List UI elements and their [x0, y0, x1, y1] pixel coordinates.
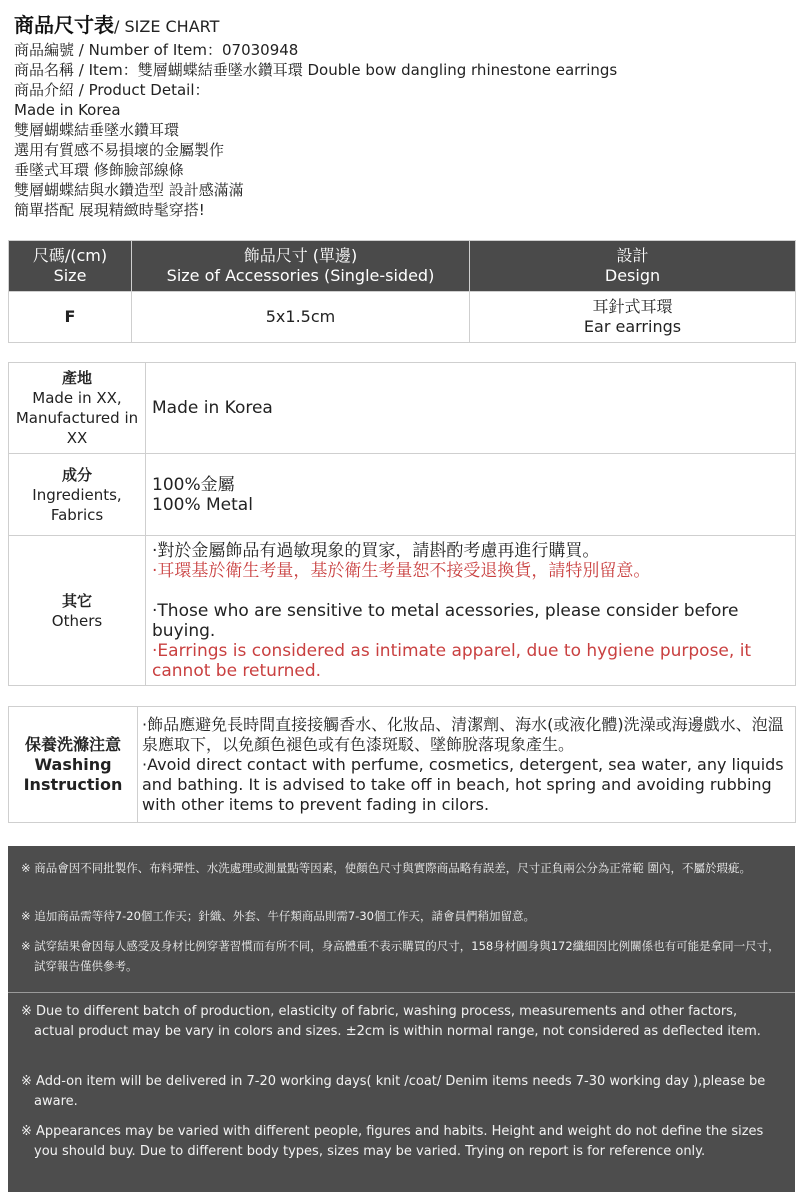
note-zh: ※ 商品會因不同批製作、布料彈性、水洗處理或測量點等因素，使顏色尺寸與實際商品略有誤差，尺寸正負兩公分為正常範 圍內，不屬於瑕疵。 [21, 861, 751, 875]
note-zh: ※ 追加商品需等待7-20個工作天；針織、外套、牛仔類商品則需7-30個工作天，請會員們稍加留意。 [21, 909, 535, 923]
label-zh: 其它 [61, 591, 92, 610]
allergy-note-zh: ·對於金屬飾品有過敏現象的買家，請斟酌考慮再進行購買。 [152, 540, 600, 561]
note-zh: ※ 試穿結果會因每人感受及身材比例穿著習慣而有所不同，身高體重不表示購買的尺寸，158身材圓身與172纖細因比例關係也有可能是拿同一尺寸，試穿報告僅供參考。 [21, 939, 780, 973]
washing-en: ·Avoid direct contact with perfume, cosmetics, detergent, sea water, any liquids and bathing. It is advised to take off in beach, hot spring and avoiding rubbing with other items to prevent fading in cilors. [142, 755, 784, 814]
title-sub: / SIZE CHART [114, 17, 220, 36]
note-en: ※ Due to different batch of production, elasticity of fabric, washing process, measurements and other factors, actual product may be vary in colors and sizes. ±2cm is within normal range, not considered as deflected item. [21, 1004, 761, 1039]
ingredients-value [146, 454, 796, 536]
washing-label [9, 707, 138, 823]
others-row [9, 536, 796, 686]
return-policy-en: ·Earrings is considered as intimate apparel, due to hygiene purpose, it cannot be returned. [152, 640, 752, 681]
label-zh: 保養洗滌注意 [24, 734, 121, 754]
design-cell [470, 292, 796, 343]
detail-line: 簡單搭配 展現精緻時髦穿搭! [14, 201, 205, 219]
header-en: Size of Accessories (Single-sided) [166, 266, 435, 285]
washing-zh: ·飾品應避免長時間直接接觸香水、化妝品、清潔劑、海水(或液化體)洗澡或海邊戲水、泡溫泉應取下，以免顏色褪色或有色漆斑駁、墜飾脫落現象產生。 [142, 715, 784, 754]
label-en: Ingredients, Fabrics [32, 485, 122, 524]
spacer [152, 581, 789, 601]
washing-value [138, 707, 796, 823]
header-zh: 飾品尺寸 (單邊) [243, 246, 358, 265]
table-row [9, 292, 796, 343]
size-table [8, 240, 796, 343]
design-en: Ear earrings [583, 317, 682, 336]
disclaimer-notes [8, 846, 795, 1192]
ingredients-row [9, 454, 796, 536]
origin-row [9, 363, 796, 454]
attributes-table [8, 362, 796, 686]
product-detail-label: 商品介紹 / Product Detail： [14, 81, 210, 99]
design-column-header [470, 241, 796, 292]
notes-divider [8, 992, 795, 993]
label-en: Others [51, 611, 103, 630]
accessory-size-column-header [132, 241, 470, 292]
size-column-header [9, 241, 132, 292]
label-en: Made in XX, Manufactured in XX [15, 389, 139, 447]
washing-table [8, 706, 796, 823]
detail-line: 雙層蝴蝶結與水鑽造型 設計感滿滿 [14, 181, 244, 199]
allergy-note-en: ·Those who are sensitive to metal acessories, please consider before buying. [152, 600, 739, 641]
header-zh: 設計 [616, 246, 649, 265]
design-zh: 耳針式耳環 [592, 297, 673, 316]
item-name: 商品名稱 / Item：雙層蝴蝶結垂墜水鑽耳環 Double bow dangling rhinestone earrings [14, 61, 618, 79]
item-number: 商品編號 / Number of Item：07030948 [14, 41, 299, 59]
size-cell: F [9, 292, 132, 343]
header-en: Design [604, 266, 661, 285]
detail-line: 選用有質感不易損壞的金屬製作 [14, 141, 225, 159]
size-table-header-row [9, 241, 796, 292]
detail-line: 垂墜式耳環 修飾臉部線條 [14, 161, 184, 179]
header-zh: 尺碼/(cm) [32, 246, 108, 265]
return-policy-zh: ·耳環基於衛生考量，基於衛生考量恕不接受退換貨，請特別留意。 [152, 560, 651, 581]
origin-value: Made in Korea [146, 363, 796, 454]
note-en: ※ Add-on item will be delivered in 7-20 working days( knit /coat/ Denim items needs 7-30 working day ),please be aware. [21, 1074, 766, 1109]
dimension-cell: 5x1.5cm [132, 292, 470, 343]
others-value [146, 536, 796, 686]
label-zh: 成分 [61, 465, 92, 484]
washing-row [9, 707, 796, 823]
detail-line: 雙層蝴蝶結垂墜水鑽耳環 [14, 121, 180, 139]
detail-line: Made in Korea [14, 101, 121, 119]
note-en: ※ Appearances may be varied with different people, figures and habits. Height and weight do not define the sizes you should buy. Due to different body types, sizes may be varied. Trying on report is for reference only. [21, 1124, 764, 1159]
ingredients-en: 100% Metal [152, 494, 253, 515]
page-title [14, 10, 794, 40]
header-en: Size [53, 266, 87, 285]
ingredients-label [9, 454, 146, 536]
label-zh: 產地 [61, 369, 92, 387]
origin-label [9, 363, 146, 454]
others-label [9, 536, 146, 686]
product-header [14, 10, 794, 220]
ingredients-zh: 100%金屬 [152, 474, 235, 495]
label-en: Washing Instruction [23, 754, 123, 794]
title-main: 商品尺寸表 [14, 13, 114, 37]
